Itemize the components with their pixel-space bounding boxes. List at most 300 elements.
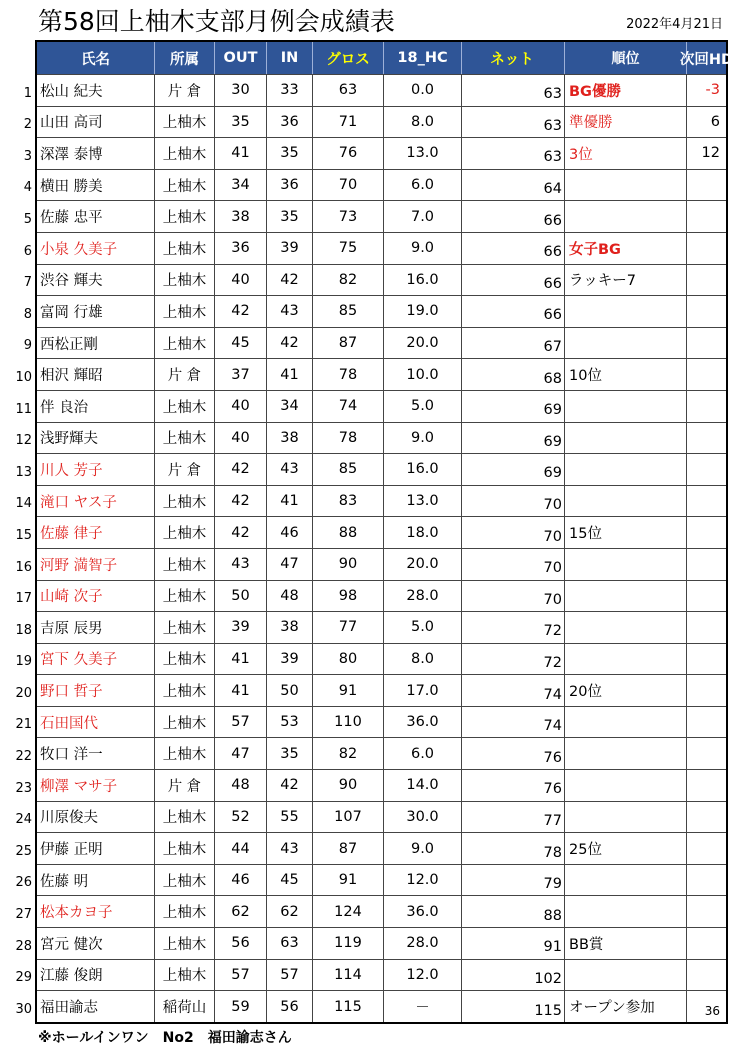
gross-score: 75 xyxy=(313,233,384,264)
out-score: 39 xyxy=(215,612,267,643)
next-handicap xyxy=(687,486,726,517)
table-row xyxy=(37,169,726,201)
out-score: 41 xyxy=(215,138,267,169)
handicap: 13.0 xyxy=(384,138,462,169)
net-score: 63 xyxy=(462,75,565,106)
next-handicap xyxy=(687,865,726,896)
affiliation: 上柚木 xyxy=(155,612,215,643)
gross-score: 87 xyxy=(313,328,384,359)
row-number: 18 xyxy=(15,622,32,638)
out-score: 42 xyxy=(215,517,267,548)
row-number: 26 xyxy=(15,875,32,891)
handicap: 6.0 xyxy=(384,738,462,769)
net-score: 68 xyxy=(462,359,565,390)
table-row xyxy=(37,801,726,833)
affiliation: 上柚木 xyxy=(155,928,215,959)
net-score: 70 xyxy=(462,581,565,612)
out-score: 52 xyxy=(215,802,267,833)
row-number: 4 xyxy=(23,180,32,196)
rank-note xyxy=(565,201,687,232)
player-name: 福田諭志 xyxy=(37,991,155,1022)
hole-in-one-note: ※ホールインワン No2 福田諭志さん xyxy=(38,1030,292,1046)
affiliation: 上柚木 xyxy=(155,960,215,991)
next-handicap xyxy=(687,960,726,991)
next-handicap xyxy=(687,612,726,643)
next-handicap xyxy=(687,328,726,359)
player-name: 山田 高司 xyxy=(37,107,155,138)
header-name: 氏名 xyxy=(37,42,155,74)
net-score: 91 xyxy=(462,928,565,959)
rank-note xyxy=(565,770,687,801)
handicap: 9.0 xyxy=(384,833,462,864)
rank-note xyxy=(565,170,687,201)
in-score: 39 xyxy=(267,233,313,264)
table-row xyxy=(37,358,726,390)
net-score: 102 xyxy=(462,960,565,991)
in-score: 55 xyxy=(267,802,313,833)
net-score: 70 xyxy=(462,549,565,580)
out-score: 41 xyxy=(215,644,267,675)
row-number: 23 xyxy=(15,780,32,796)
player-name: 佐藤 忠平 xyxy=(37,201,155,232)
in-score: 47 xyxy=(267,549,313,580)
gross-score: 87 xyxy=(313,833,384,864)
table-row xyxy=(37,832,726,864)
table-row xyxy=(37,485,726,517)
affiliation: 上柚木 xyxy=(155,896,215,927)
next-handicap xyxy=(687,296,726,327)
affiliation: 上柚木 xyxy=(155,486,215,517)
table-header-row xyxy=(37,42,734,74)
gross-score: 82 xyxy=(313,738,384,769)
handicap: 10.0 xyxy=(384,359,462,390)
out-score: 57 xyxy=(215,960,267,991)
gross-score: 70 xyxy=(313,170,384,201)
in-score: 41 xyxy=(267,486,313,517)
gross-score: 80 xyxy=(313,644,384,675)
row-number: 22 xyxy=(15,749,32,765)
table-row xyxy=(37,74,726,106)
net-score: 115 xyxy=(462,991,565,1022)
gross-score: 63 xyxy=(313,75,384,106)
affiliation: 上柚木 xyxy=(155,328,215,359)
rank-note: 3位 xyxy=(565,138,687,169)
out-score: 62 xyxy=(215,896,267,927)
gross-score: 85 xyxy=(313,296,384,327)
in-score: 34 xyxy=(267,391,313,422)
next-handicap xyxy=(687,391,726,422)
net-score: 74 xyxy=(462,675,565,706)
table-row xyxy=(37,137,726,169)
row-number: 13 xyxy=(15,464,32,480)
row-number: 10 xyxy=(15,369,32,385)
gross-score: 71 xyxy=(313,107,384,138)
out-score: 43 xyxy=(215,549,267,580)
out-score: 41 xyxy=(215,675,267,706)
row-number: 29 xyxy=(15,970,32,986)
row-number: 21 xyxy=(15,717,32,733)
row-number: 25 xyxy=(15,843,32,859)
handicap: 18.0 xyxy=(384,517,462,548)
gross-score: 124 xyxy=(313,896,384,927)
affiliation: 上柚木 xyxy=(155,833,215,864)
net-score: 72 xyxy=(462,644,565,675)
gross-score: 76 xyxy=(313,138,384,169)
next-handicap: 12 xyxy=(701,145,720,162)
handicap: 12.0 xyxy=(384,865,462,896)
next-handicap xyxy=(687,233,726,264)
gross-score: 83 xyxy=(313,486,384,517)
rank-note xyxy=(565,707,687,738)
in-score: 46 xyxy=(267,517,313,548)
player-name: 川人 芳子 xyxy=(37,454,155,485)
header-rank: 順位 xyxy=(565,42,687,74)
in-score: 62 xyxy=(267,896,313,927)
next-handicap xyxy=(687,896,726,927)
header-in: IN xyxy=(267,42,313,74)
player-name: 滝口 ヤス子 xyxy=(37,486,155,517)
in-score: 43 xyxy=(267,833,313,864)
row-number: 20 xyxy=(15,685,32,701)
player-name: 吉原 辰男 xyxy=(37,612,155,643)
affiliation: 上柚木 xyxy=(155,738,215,769)
row-number: 28 xyxy=(15,938,32,954)
row-number: 11 xyxy=(15,401,32,417)
next-handicap xyxy=(687,770,726,801)
table-row xyxy=(37,643,726,675)
in-score: 35 xyxy=(267,138,313,169)
player-name: 佐藤 律子 xyxy=(37,517,155,548)
header-next-hd: 次回HD xyxy=(679,51,734,68)
gross-score: 78 xyxy=(313,359,384,390)
affiliation: 片 倉 xyxy=(155,75,215,106)
player-name: 西松正剛 xyxy=(37,328,155,359)
out-score: 36 xyxy=(215,233,267,264)
handicap: 36.0 xyxy=(384,896,462,927)
out-score: 48 xyxy=(215,770,267,801)
net-score: 70 xyxy=(462,486,565,517)
row-number: 17 xyxy=(15,591,32,607)
net-score: 66 xyxy=(462,201,565,232)
report-date: 2022年4月21日 xyxy=(626,17,723,32)
header-affiliation: 所属 xyxy=(155,42,215,74)
player-name: 伴 良治 xyxy=(37,391,155,422)
table-row xyxy=(37,674,726,706)
out-score: 35 xyxy=(215,107,267,138)
row-number: 5 xyxy=(23,211,32,227)
gross-score: 107 xyxy=(313,802,384,833)
net-score: 74 xyxy=(462,707,565,738)
affiliation: 上柚木 xyxy=(155,581,215,612)
rank-note: 25位 xyxy=(565,833,687,864)
next-handicap xyxy=(687,738,726,769)
player-name: 佐藤 明 xyxy=(37,865,155,896)
table-row xyxy=(37,422,726,454)
rank-note: オープン参加 xyxy=(565,991,687,1022)
in-score: 43 xyxy=(267,454,313,485)
rank-note xyxy=(565,581,687,612)
rank-note: 10位 xyxy=(565,359,687,390)
gross-score: 91 xyxy=(313,865,384,896)
table-row xyxy=(37,264,726,296)
row-number: 27 xyxy=(15,907,32,923)
handicap: 20.0 xyxy=(384,328,462,359)
handicap: 9.0 xyxy=(384,233,462,264)
next-handicap: -3 xyxy=(705,82,720,99)
net-score: 69 xyxy=(462,454,565,485)
handicap: 20.0 xyxy=(384,549,462,580)
in-score: 56 xyxy=(267,991,313,1022)
table-row xyxy=(37,864,726,896)
gross-score: 85 xyxy=(313,454,384,485)
handicap: 9.0 xyxy=(384,423,462,454)
table-row xyxy=(37,453,726,485)
player-name: 牧口 洋一 xyxy=(37,738,155,769)
out-score: 46 xyxy=(215,865,267,896)
rank-note: 20位 xyxy=(565,675,687,706)
affiliation: 上柚木 xyxy=(155,233,215,264)
next-handicap xyxy=(687,707,726,738)
in-score: 57 xyxy=(267,960,313,991)
next-handicap xyxy=(687,359,726,390)
handicap: 17.0 xyxy=(384,675,462,706)
player-name: 宮下 久美子 xyxy=(37,644,155,675)
in-score: 43 xyxy=(267,296,313,327)
net-score: 76 xyxy=(462,738,565,769)
row-number: 30 xyxy=(15,1001,32,1017)
net-score: 63 xyxy=(462,138,565,169)
player-name: 山崎 次子 xyxy=(37,581,155,612)
table-row xyxy=(37,106,726,138)
next-handicap xyxy=(687,454,726,485)
next-handicap xyxy=(687,581,726,612)
row-number: 7 xyxy=(23,275,32,291)
affiliation: 上柚木 xyxy=(155,107,215,138)
affiliation: 上柚木 xyxy=(155,138,215,169)
rank-note xyxy=(565,328,687,359)
table-row xyxy=(37,611,726,643)
table-row xyxy=(37,895,726,927)
player-name: 伊藤 正明 xyxy=(37,833,155,864)
table-row xyxy=(37,737,726,769)
row-number: 15 xyxy=(15,527,32,543)
player-name: 富岡 行雄 xyxy=(37,296,155,327)
in-score: 42 xyxy=(267,770,313,801)
results-table xyxy=(35,40,734,1024)
affiliation: 上柚木 xyxy=(155,865,215,896)
player-name: 河野 満智子 xyxy=(37,549,155,580)
rank-note: 女子BG xyxy=(565,233,687,264)
row-number: 19 xyxy=(15,654,32,670)
player-name: 野口 哲子 xyxy=(37,675,155,706)
table-row xyxy=(37,548,726,580)
rank-note: BG優勝 xyxy=(565,75,687,106)
out-score: 59 xyxy=(215,991,267,1022)
row-number: 16 xyxy=(15,559,32,575)
in-score: 53 xyxy=(267,707,313,738)
net-score: 66 xyxy=(462,265,565,296)
rank-note xyxy=(565,896,687,927)
out-score: 44 xyxy=(215,833,267,864)
player-name: 松本カヨ子 xyxy=(37,896,155,927)
in-score: 42 xyxy=(267,265,313,296)
affiliation: 上柚木 xyxy=(155,265,215,296)
handicap: － xyxy=(384,991,462,1022)
affiliation: 上柚木 xyxy=(155,201,215,232)
out-score: 42 xyxy=(215,486,267,517)
handicap: 16.0 xyxy=(384,454,462,485)
out-score: 37 xyxy=(215,359,267,390)
next-handicap xyxy=(687,549,726,580)
net-score: 79 xyxy=(462,865,565,896)
player-name: 江藤 俊朗 xyxy=(37,960,155,991)
player-name: 松山 紀夫 xyxy=(37,75,155,106)
affiliation: 上柚木 xyxy=(155,391,215,422)
rank-note xyxy=(565,486,687,517)
row-number: 1 xyxy=(23,85,32,101)
table-row xyxy=(37,706,726,738)
player-name: 宮元 健次 xyxy=(37,928,155,959)
handicap: 28.0 xyxy=(384,581,462,612)
handicap: 36.0 xyxy=(384,707,462,738)
net-score: 88 xyxy=(462,896,565,927)
next-handicap: 6 xyxy=(710,113,720,130)
in-score: 39 xyxy=(267,644,313,675)
net-score: 77 xyxy=(462,802,565,833)
table-body xyxy=(37,74,726,1022)
out-score: 47 xyxy=(215,738,267,769)
rank-note: ラッキー7 xyxy=(565,265,687,296)
in-score: 38 xyxy=(267,423,313,454)
affiliation: 上柚木 xyxy=(155,517,215,548)
out-score: 40 xyxy=(215,265,267,296)
player-name: 相沢 輝昭 xyxy=(37,359,155,390)
out-score: 56 xyxy=(215,928,267,959)
net-score: 66 xyxy=(462,296,565,327)
rank-note xyxy=(565,296,687,327)
in-score: 36 xyxy=(267,170,313,201)
net-score: 63 xyxy=(462,107,565,138)
rank-note xyxy=(565,454,687,485)
row-number: 3 xyxy=(23,148,32,164)
next-handicap xyxy=(687,928,726,959)
in-score: 48 xyxy=(267,581,313,612)
row-number: 24 xyxy=(15,812,32,828)
affiliation: 片 倉 xyxy=(155,454,215,485)
next-handicap xyxy=(687,833,726,864)
gross-score: 115 xyxy=(313,991,384,1022)
in-score: 45 xyxy=(267,865,313,896)
in-score: 33 xyxy=(267,75,313,106)
out-score: 45 xyxy=(215,328,267,359)
gross-score: 74 xyxy=(313,391,384,422)
table-row xyxy=(37,200,726,232)
gross-score: 73 xyxy=(313,201,384,232)
header-net: ネット xyxy=(462,42,565,74)
gross-score: 77 xyxy=(313,612,384,643)
gross-score: 90 xyxy=(313,770,384,801)
next-handicap xyxy=(687,201,726,232)
in-score: 35 xyxy=(267,738,313,769)
in-score: 63 xyxy=(267,928,313,959)
gross-score: 114 xyxy=(313,960,384,991)
handicap: 13.0 xyxy=(384,486,462,517)
handicap: 28.0 xyxy=(384,928,462,959)
table-row xyxy=(37,927,726,959)
rank-note: 準優勝 xyxy=(565,107,687,138)
affiliation: 上柚木 xyxy=(155,296,215,327)
row-number: 2 xyxy=(23,117,32,133)
row-number: 14 xyxy=(15,496,32,512)
player-name: 深澤 泰博 xyxy=(37,138,155,169)
table-row xyxy=(37,390,726,422)
next-handicap xyxy=(687,802,726,833)
next-handicap xyxy=(687,675,726,706)
handicap: 5.0 xyxy=(384,612,462,643)
in-score: 38 xyxy=(267,612,313,643)
gross-score: 98 xyxy=(313,581,384,612)
net-score: 78 xyxy=(462,833,565,864)
table-row xyxy=(37,327,726,359)
in-score: 50 xyxy=(267,675,313,706)
table-row xyxy=(37,516,726,548)
out-score: 40 xyxy=(215,423,267,454)
rank-note xyxy=(565,738,687,769)
table-row xyxy=(37,580,726,612)
gross-score: 88 xyxy=(313,517,384,548)
net-score: 66 xyxy=(462,233,565,264)
net-score: 64 xyxy=(462,170,565,201)
in-score: 42 xyxy=(267,328,313,359)
in-score: 41 xyxy=(267,359,313,390)
affiliation: 稲荷山 xyxy=(155,991,215,1022)
net-score: 67 xyxy=(462,328,565,359)
gross-score: 119 xyxy=(313,928,384,959)
header-hc: 18_HC xyxy=(384,42,462,74)
handicap: 0.0 xyxy=(384,75,462,106)
row-number: 12 xyxy=(15,433,32,449)
affiliation: 上柚木 xyxy=(155,170,215,201)
rank-note: BB賞 xyxy=(565,928,687,959)
rank-note xyxy=(565,644,687,675)
player-name: 柳澤 マサ子 xyxy=(37,770,155,801)
table-row xyxy=(37,295,726,327)
handicap: 8.0 xyxy=(384,644,462,675)
net-score: 70 xyxy=(462,517,565,548)
net-score: 76 xyxy=(462,770,565,801)
out-score: 42 xyxy=(215,454,267,485)
table-row xyxy=(37,232,726,264)
rank-note xyxy=(565,802,687,833)
rank-note xyxy=(565,865,687,896)
handicap: 12.0 xyxy=(384,960,462,991)
net-score: 69 xyxy=(462,391,565,422)
gross-score: 90 xyxy=(313,549,384,580)
handicap: 8.0 xyxy=(384,107,462,138)
affiliation: 上柚木 xyxy=(155,675,215,706)
affiliation: 上柚木 xyxy=(155,707,215,738)
gross-score: 110 xyxy=(313,707,384,738)
row-number: 6 xyxy=(23,243,32,259)
handicap: 30.0 xyxy=(384,802,462,833)
in-score: 36 xyxy=(267,107,313,138)
next-handicap: 36 xyxy=(704,1003,720,1018)
next-handicap xyxy=(687,170,726,201)
player-name: 横田 勝美 xyxy=(37,170,155,201)
row-number: 9 xyxy=(23,338,32,354)
handicap: 7.0 xyxy=(384,201,462,232)
table-row xyxy=(37,990,726,1022)
